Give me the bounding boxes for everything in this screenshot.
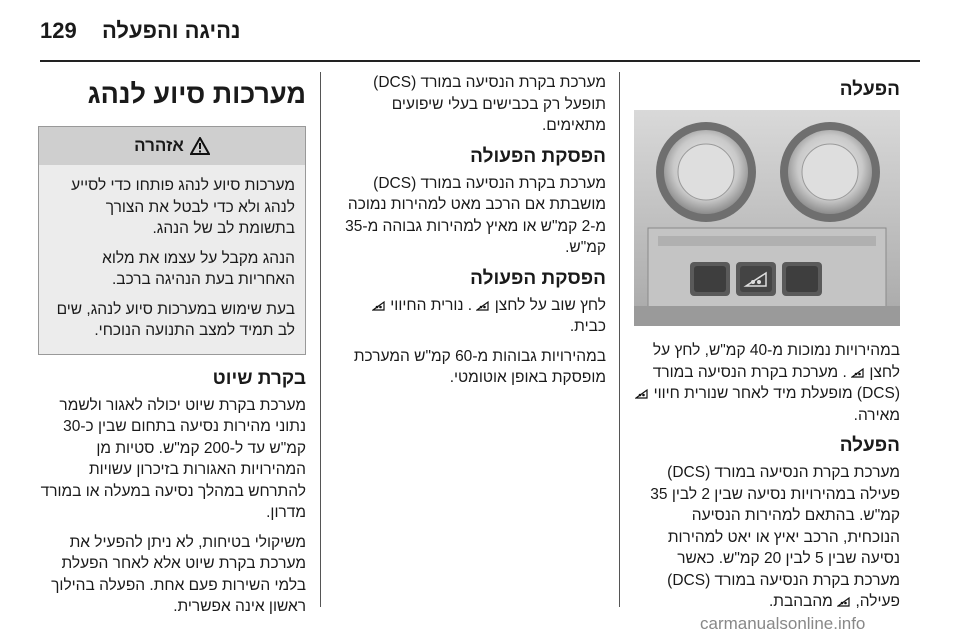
warning-triangle-icon — [190, 137, 210, 155]
cruise-control-heading: בקרת שיוט — [212, 367, 306, 389]
warning-box — [38, 126, 306, 355]
column-divider-left — [320, 72, 321, 607]
cruise-control-paragraph: משיקולי בטיחות, לא ניתן להפעיל את מערכת בקרת שיוט אלא לאחר הפעלת בלמי השירות פעם אחת. הפעלה בהילוך ראשון אינה אפשרית. — [51, 533, 306, 615]
deactivation-heading: הפסקת הפעולה — [470, 145, 606, 167]
hill-descent-icon — [635, 386, 649, 400]
running-title: נהיגה והפעלה — [102, 18, 241, 43]
shutdown-text: . נורית החיווי — [390, 296, 473, 314]
shutdown-text: כבית. — [569, 318, 606, 335]
warning-body — [39, 165, 305, 354]
high-speed-paragraph: במהירויות גבוהות מ-60 קמ"ש המערכת מופסקת באופן אוטומטי. — [353, 347, 606, 386]
shutdown-heading: הפסקת הפעולה — [470, 267, 606, 289]
cruise-control-paragraph: מערכת בקרת שיוט יכולה לאגור ולשמר נתוני מהירות נסיעה בתחום שבין כ-30 קמ"ש עד ל-200 קמ"ש. סטיות מן המהירויות האגורות בזיכרון עשויות להתרחש במהלך נסיעה במעלה או במורד מדרון. — [40, 396, 306, 521]
page-header — [40, 18, 920, 48]
warning-header — [39, 127, 305, 165]
section-title-driver-assistance: מערכות סיוע לנהג — [87, 79, 306, 109]
middle-column — [336, 72, 606, 397]
activation-paragraph — [634, 462, 900, 613]
warning-paragraph: הנהג מקבל על עצמו את מלוא האחריות בעת הנהיגה ברכב. — [102, 249, 295, 288]
page-number: 129 — [40, 18, 77, 43]
hill-descent-icon — [372, 298, 386, 312]
console-buttons-photo — [634, 110, 900, 326]
low-speed-text: . מערכת בקרת הנסיעה במורד (DCS) מופעלת מיד לאחר שנורית חיווי — [652, 363, 900, 402]
shutdown-paragraph — [336, 295, 606, 338]
low-speed-text: מאירה. — [853, 406, 900, 424]
dcs-intro-paragraph: מערכת בקרת הנסיעה במורד (DCS) תופעל רק בכבישים בעלי שיפועים מתאימים. — [373, 74, 606, 134]
header-divider — [40, 60, 920, 62]
deactivation-paragraph: מערכת בקרת הנסיעה במורד (DCS) מושבתת אם הרכב מאט למהירות נמוכה מ-2 קמ"ש או מאיץ למהירות גבוהה מ-35 קמ"ש. — [345, 174, 606, 256]
watermark: carmanualsonline.info — [700, 614, 866, 633]
left-column — [38, 72, 306, 626]
shutdown-text: לחץ שוב על לחצן — [494, 296, 606, 314]
activation-heading-top: הפעלה — [839, 79, 900, 100]
warning-paragraph: בעת שימוש במערכות סיוע לנהג, שים לב תמיד למצב התנועה הנוכחי. — [56, 300, 295, 339]
warning-paragraph: מערכות סיוע לנהג פותחו כדי לסייע לנהג ולא כדי לבטל את הצורך בתשומת לב של הנהג. — [71, 177, 295, 237]
low-speed-text: במהירויות נמוכות מ-40 קמ"ש, לחץ על לחצן — [652, 342, 900, 381]
low-speed-paragraph — [634, 340, 900, 426]
activation-text: מערכת בקרת הנסיעה במורד (DCS) פעילה במהירויות נסיעה שבין 2 לבין 35 קמ"ש. בהתאם למהירות הנסיעה הנוכחית, הרכב יאיץ או יאט למהירות נסיעה שבין 5 לבין 20 קמ"ש. כאשר מערכת בקרת הנסיעה במורד (DCS) פעילה, — [650, 464, 900, 610]
activation-text: מהבהבת. — [768, 593, 833, 610]
warning-label: אזהרה — [134, 136, 184, 155]
hill-descent-icon — [837, 594, 851, 608]
hill-descent-icon — [476, 298, 490, 312]
right-column — [634, 72, 900, 621]
column-divider-right — [619, 72, 620, 607]
hill-descent-icon — [851, 365, 865, 379]
activation-heading: הפעלה — [839, 435, 900, 456]
